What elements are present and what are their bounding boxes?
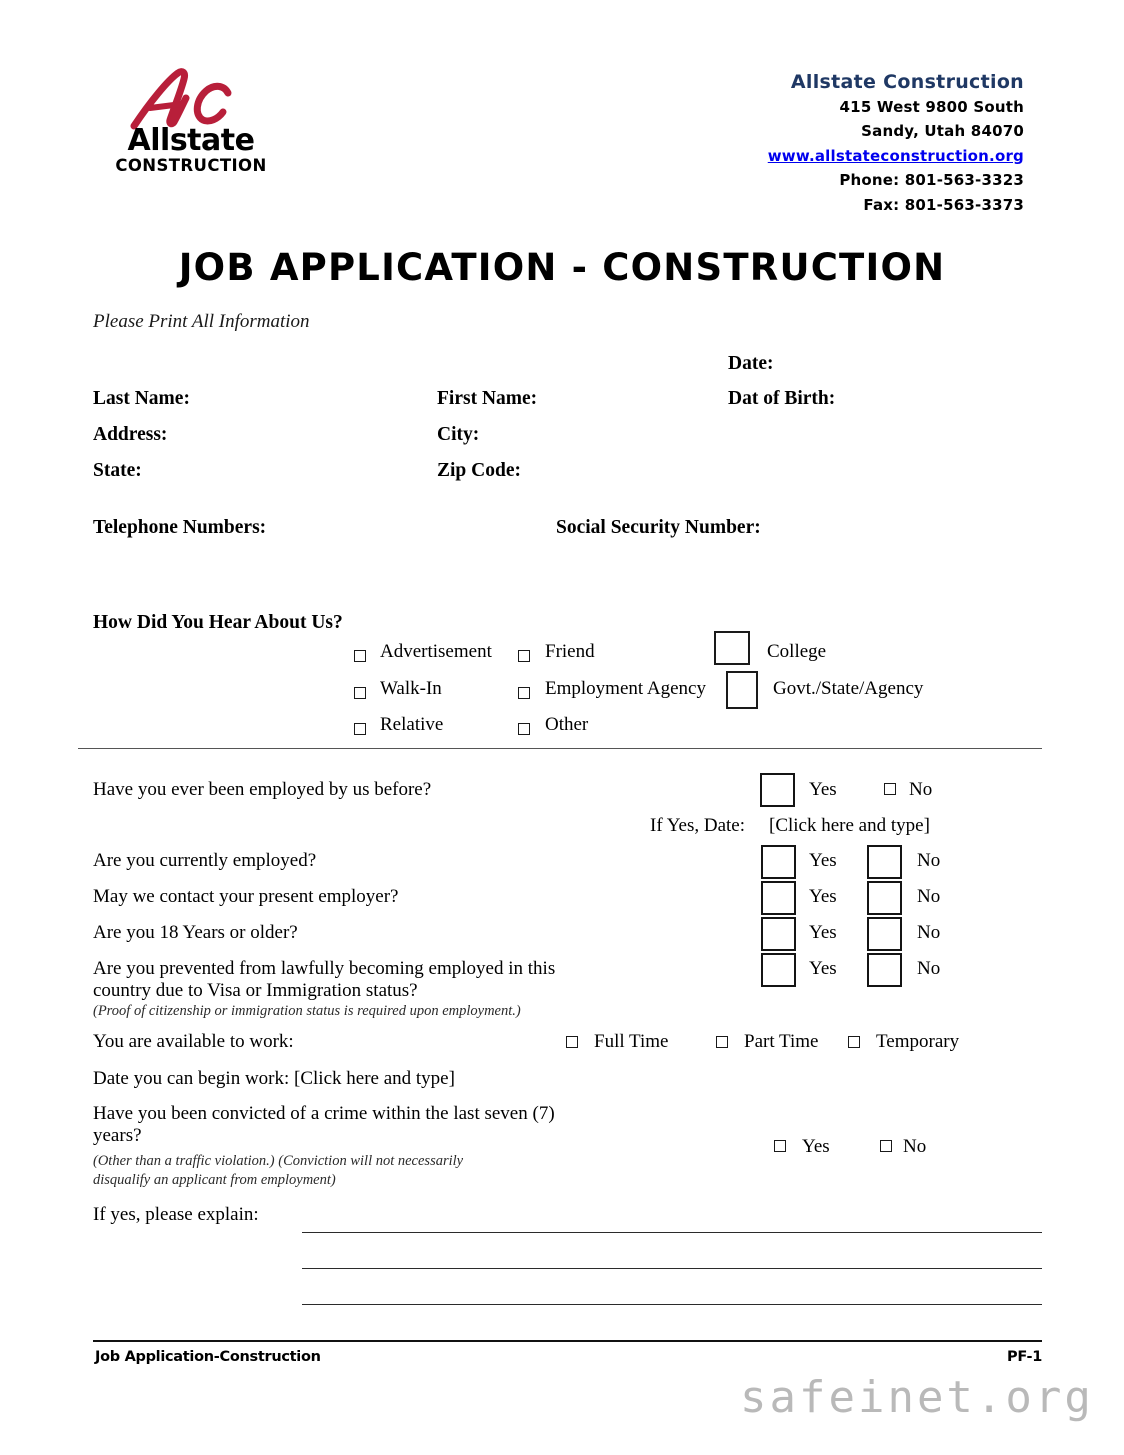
question-convicted-note-line-2: disqualify an applicant from employment)	[93, 1172, 336, 1188]
checkbox-contact-employer-no[interactable]	[867, 881, 902, 915]
question-employed-before: Have you ever been employed by us before?	[93, 779, 432, 800]
checkbox-other[interactable]	[518, 723, 530, 735]
label-eighteen-or-older-yes: Yes	[809, 922, 837, 943]
explain-line-3[interactable]	[302, 1304, 1042, 1305]
page-title: JOB APPLICATION - CONSTRUCTION	[178, 246, 946, 289]
question-convicted-note-line-1: (Other than a traffic violation.) (Conviction will not necessarily	[93, 1153, 464, 1169]
value-begin-work[interactable]: [Click here and type]	[294, 1068, 455, 1089]
checkbox-eighteen-or-older-yes[interactable]	[761, 917, 796, 951]
label-if-yes-explain: If yes, please explain:	[93, 1204, 259, 1225]
label-temporary: Temporary	[876, 1031, 960, 1052]
question-begin-work	[93, 1068, 455, 1090]
label-contact-employer-no: No	[917, 886, 941, 907]
label-employment-agency: Employment Agency	[545, 677, 706, 699]
checkbox-convicted-yes[interactable]	[774, 1140, 786, 1152]
checkbox-employed-before-no[interactable]	[884, 783, 896, 795]
checkbox-part-time[interactable]	[716, 1036, 728, 1048]
hear-about-us-title: How Did You Hear About Us?	[93, 612, 343, 633]
checkbox-full-time[interactable]	[566, 1036, 578, 1048]
field-label-city: City:	[437, 424, 480, 445]
field-label-last-name: Last Name:	[93, 388, 190, 409]
label-contact-employer-yes: Yes	[809, 886, 837, 907]
field-label-zip-code: Zip Code:	[437, 460, 521, 481]
company-logo	[96, 68, 286, 175]
contact-website-link[interactable]: www.allstateconstruction.org	[767, 146, 1024, 165]
question-visa-immigration	[93, 958, 555, 1021]
label-part-time: Part Time	[744, 1031, 819, 1052]
checkbox-temporary[interactable]	[848, 1036, 860, 1048]
label-walk-in: Walk-In	[380, 677, 442, 699]
question-visa-line-2: country due to Visa or Immigration status?	[93, 980, 418, 1001]
question-eighteen-or-older: Are you 18 Years or older?	[93, 922, 298, 943]
checkbox-employment-agency[interactable]	[518, 687, 530, 699]
explain-line-2[interactable]	[302, 1268, 1042, 1269]
question-convicted	[93, 1103, 555, 1147]
question-currently-employed: Are you currently employed?	[93, 850, 317, 871]
checkbox-visa-no[interactable]	[867, 953, 902, 987]
field-label-date: Date:	[728, 353, 774, 374]
checkbox-currently-employed-no[interactable]	[867, 845, 902, 879]
explain-line-1[interactable]	[302, 1232, 1042, 1233]
question-convicted-line-1: Have you been convicted of a crime within the last seven (7)	[93, 1103, 555, 1124]
label-full-time: Full Time	[594, 1031, 669, 1052]
label-employed-before-no: No	[909, 779, 933, 800]
contact-address-line1: 415 West 9800 South	[839, 97, 1024, 116]
print-instruction: Please Print All Information	[93, 311, 310, 332]
question-visa-note: (Proof of citizenship or immigration status is required upon employment.)	[93, 1003, 521, 1019]
label-college: College	[767, 641, 827, 662]
field-label-social-security-number: Social Security Number:	[556, 517, 761, 538]
field-label-date-of-birth: Dat of Birth:	[728, 388, 836, 409]
checkbox-relative[interactable]	[354, 723, 366, 735]
label-convicted-yes: Yes	[802, 1136, 830, 1157]
allstate-ac-script-logo-icon	[116, 68, 266, 130]
field-label-telephone-numbers: Telephone Numbers:	[93, 517, 267, 538]
label-begin-work: Date you can begin work:	[93, 1068, 290, 1089]
checkbox-convicted-no[interactable]	[880, 1140, 892, 1152]
question-contact-present-employer: May we contact your present employer?	[93, 886, 399, 907]
checkbox-currently-employed-yes[interactable]	[761, 845, 796, 879]
label-visa-no: No	[917, 958, 941, 979]
checkbox-govt-state-agency[interactable]	[726, 671, 758, 709]
label-convicted-no: No	[903, 1136, 927, 1157]
contact-block	[768, 70, 1024, 217]
label-other: Other	[545, 714, 589, 735]
contact-phone: Phone: 801-563-3323	[839, 171, 1024, 189]
field-label-state: State:	[93, 460, 142, 481]
checkbox-eighteen-or-older-no[interactable]	[867, 917, 902, 951]
checkbox-advertisement[interactable]	[354, 650, 366, 662]
checkbox-college[interactable]	[714, 631, 750, 665]
checkbox-friend[interactable]	[518, 650, 530, 662]
checkbox-walk-in[interactable]	[354, 687, 366, 699]
contact-address-line2: Sandy, Utah 84070	[861, 122, 1024, 140]
label-friend: Friend	[545, 641, 595, 662]
contact-company-name: Allstate Construction	[790, 71, 1024, 93]
label-currently-employed-yes: Yes	[809, 850, 837, 871]
contact-fax: Fax: 801-563-3373	[863, 195, 1024, 214]
logo-company-subtitle: CONSTRUCTION	[115, 156, 267, 175]
label-eighteen-or-older-no: No	[917, 922, 941, 943]
label-currently-employed-no: No	[917, 850, 941, 871]
watermark: safeinet.org	[740, 1372, 1094, 1423]
value-if-yes-date[interactable]: [Click here and type]	[769, 815, 930, 836]
footer-document-name: Job Application-Construction	[95, 1349, 321, 1365]
section-divider	[78, 748, 1042, 749]
field-label-first-name: First Name:	[437, 388, 538, 409]
footer-form-code: PF-1	[1007, 1349, 1042, 1365]
question-availability: You are available to work:	[93, 1031, 294, 1052]
footer-divider	[93, 1340, 1042, 1342]
label-govt-state-agency: Govt./State/Agency	[773, 677, 924, 699]
question-convicted-note	[93, 1152, 463, 1190]
checkbox-contact-employer-yes[interactable]	[761, 881, 796, 915]
field-label-address: Address:	[93, 424, 168, 445]
question-convicted-line-2: years?	[93, 1125, 142, 1146]
label-if-yes-date: If Yes, Date:	[650, 815, 745, 836]
label-employed-before-yes: Yes	[809, 779, 837, 800]
page-header	[0, 0, 1124, 220]
question-visa-line-1: Are you prevented from lawfully becoming employed in this	[93, 958, 556, 979]
label-relative: Relative	[380, 714, 444, 735]
checkbox-visa-yes[interactable]	[761, 953, 796, 987]
label-visa-yes: Yes	[809, 958, 837, 979]
logo-company-name: Allstate	[127, 123, 255, 158]
label-advertisement: Advertisement	[380, 641, 492, 662]
checkbox-employed-before-yes[interactable]	[760, 773, 795, 807]
